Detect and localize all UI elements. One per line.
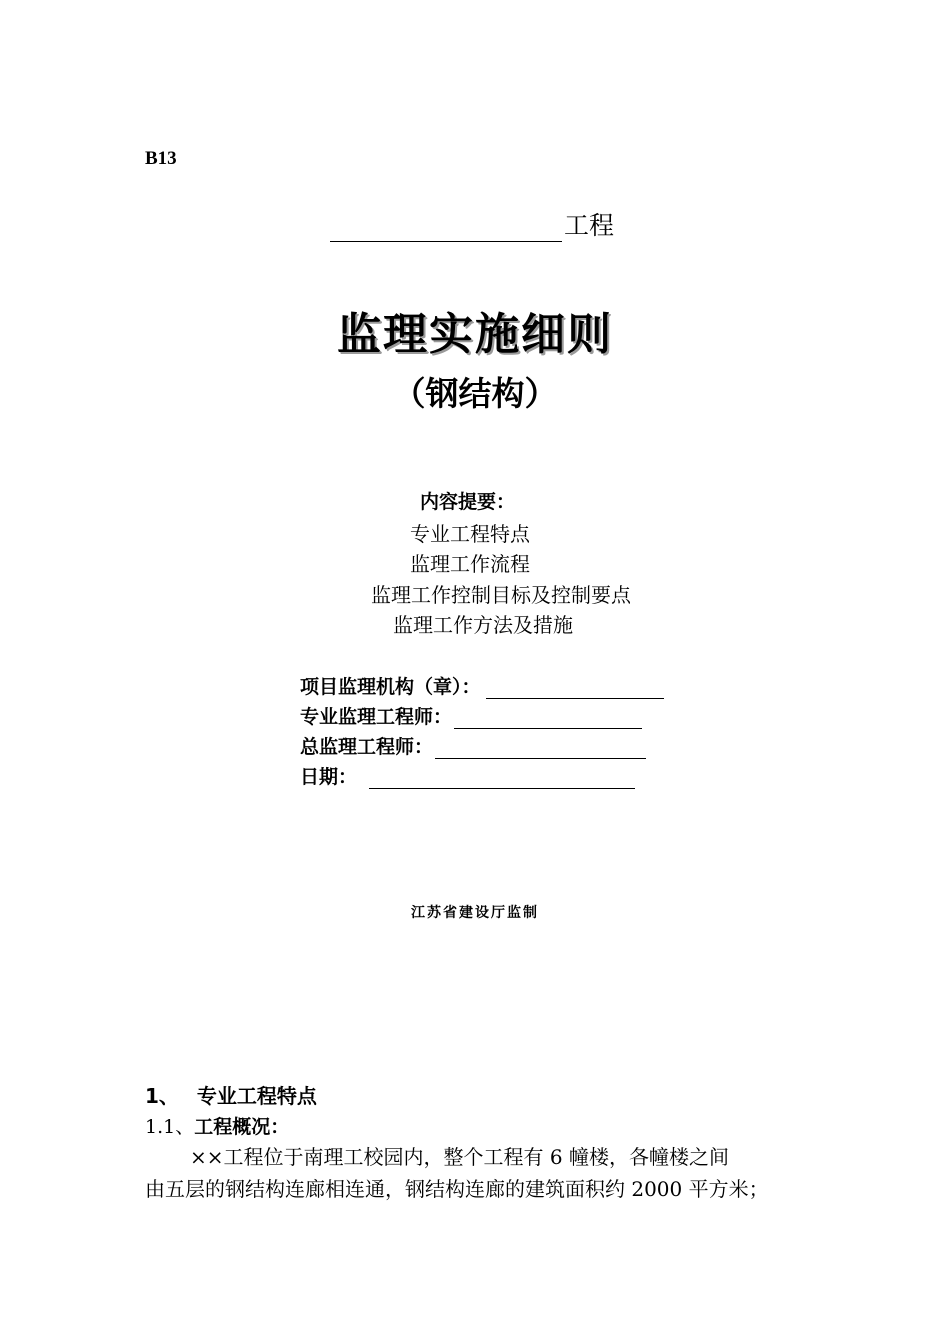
field-label: 项目监理机构（章）：	[300, 676, 481, 698]
field-chief-engineer	[300, 732, 646, 759]
field-blank[interactable]	[454, 706, 642, 729]
subsection-1-1-heading	[145, 1112, 289, 1139]
project-name-line	[330, 206, 614, 242]
summary-heading: 内容提要：	[420, 491, 516, 513]
paragraph-line: 由五层的钢结构连廊相连通，钢结构连廊的建筑面积约 2000 平方米；	[145, 1177, 769, 1201]
issuer-text: 江苏省建设厅监制	[411, 905, 539, 921]
field-blank[interactable]	[486, 676, 664, 699]
field-specialty-engineer	[300, 702, 642, 729]
field-label: 专业监理工程师：	[300, 706, 453, 728]
subsection-number: 1.1、	[145, 1116, 195, 1138]
field-blank[interactable]	[369, 766, 635, 789]
summary-item: 专业工程特点	[410, 522, 530, 546]
field-blank[interactable]	[435, 736, 646, 759]
project-suffix: 工程	[564, 211, 615, 240]
subsection-title: 工程概况：	[194, 1116, 290, 1138]
section-1-heading	[145, 1080, 317, 1109]
document-code: B13	[145, 148, 177, 169]
summary-item: 监理工作方法及措施	[393, 613, 573, 637]
section-number: 1、	[145, 1084, 179, 1108]
field-label: 日期：	[300, 766, 358, 788]
summary-item: 监理工作控制目标及控制要点	[371, 583, 631, 607]
field-date	[300, 762, 635, 789]
project-name-blank[interactable]	[330, 211, 562, 242]
summary-item: 监理工作流程	[410, 552, 530, 576]
section-title: 专业工程特点	[196, 1084, 317, 1108]
paragraph-line: ××工程位于南理工校园内，整个工程有 6 幢楼，各幢楼之间	[190, 1145, 729, 1169]
field-label: 总监理工程师：	[300, 736, 434, 758]
field-supervision-org	[300, 672, 664, 699]
sub-title: （钢结构）	[392, 374, 558, 413]
main-title: 监理实施细则	[337, 309, 613, 360]
